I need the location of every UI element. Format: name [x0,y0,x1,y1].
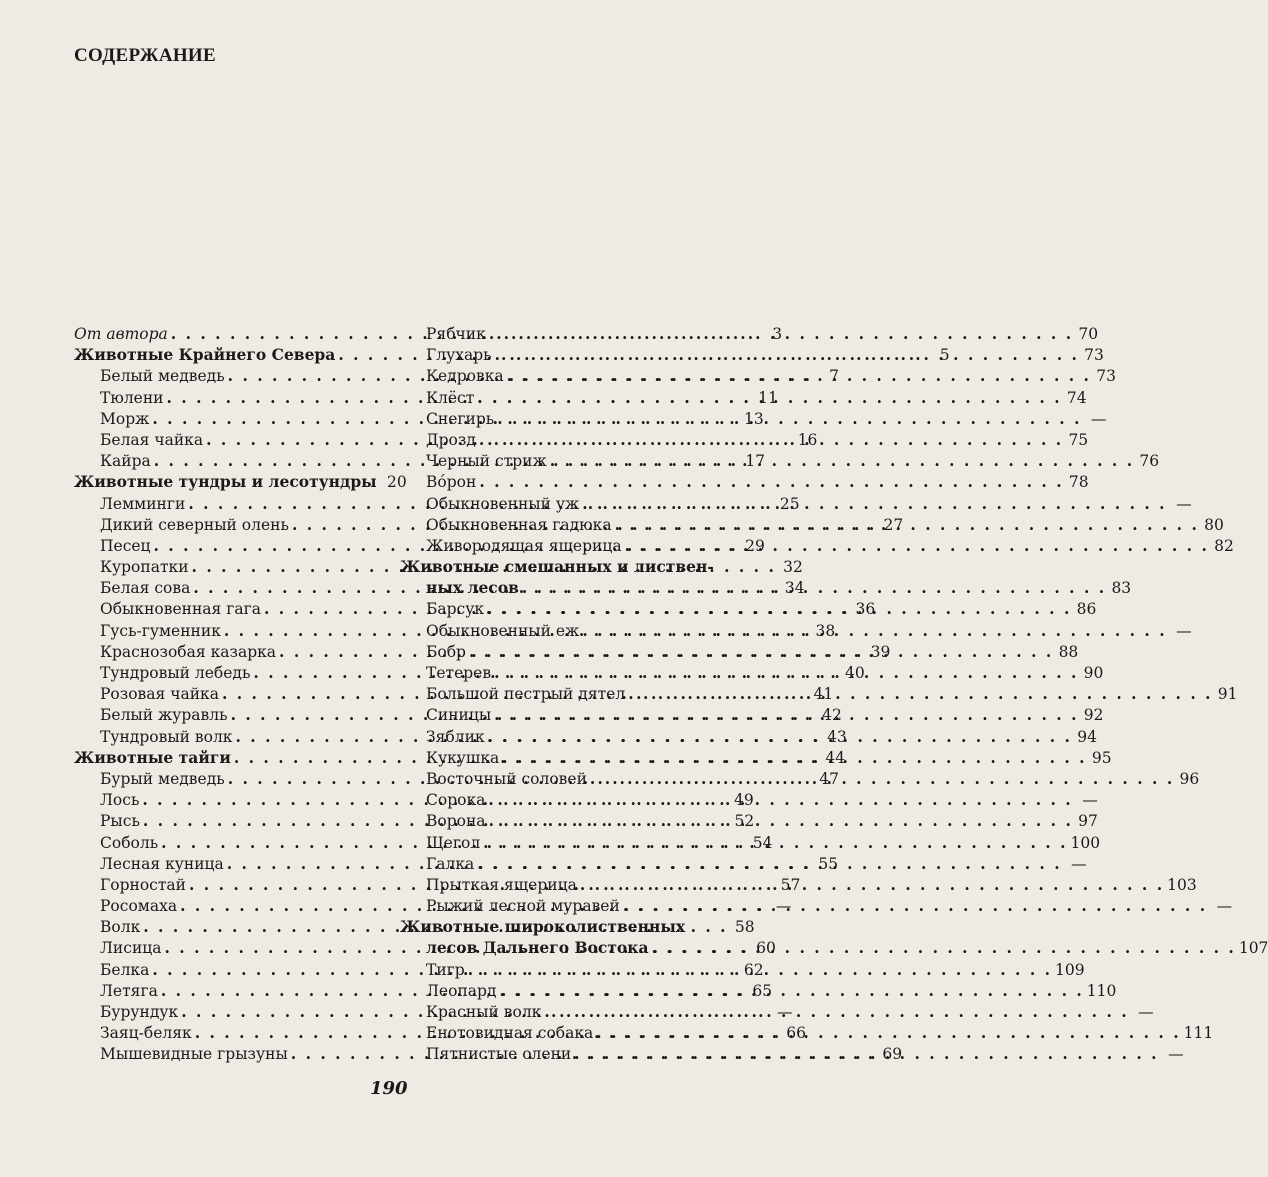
toc-entry-page: — [777,1003,793,1021]
dot-leader [495,344,1079,365]
page-title: СОДЕРЖАНИЕ [74,45,216,66]
toc-entry-page: 76 [1139,452,1160,471]
toc-entry-page: 82 [1214,536,1234,555]
toc-entry-page: — [1138,1003,1154,1021]
dot-leader [488,789,1072,810]
toc-entry-title: Волк [100,918,141,937]
dot-leader [615,514,1199,535]
toc-entry-title: Тундровый волк [100,727,233,746]
toc-entry-title: Лемминги [100,494,186,513]
toc-entry-page: 111 [1183,1024,1214,1043]
page-number: 190 [370,1078,408,1099]
toc-entry-page: 52 [734,812,755,831]
toc-entry-title: Мышевидные грызуны [100,1045,288,1064]
toc-entry-title: Белая сова [100,579,191,598]
dot-leader [625,535,1209,556]
toc-entry-page: 91 [1217,685,1238,704]
toc-entry-title: Лисица [100,939,162,958]
toc-entry-title: Красный волк [426,1003,542,1021]
toc-entry-page: 78 [1068,473,1089,492]
toc-entry-page: 36 [855,600,876,619]
toc-entry-page: 94 [1077,727,1097,746]
dot-leader [580,874,1164,895]
toc-entry-page: 74 [1066,388,1087,407]
toc-entry-title: Прыткая ящерица [426,875,577,894]
toc-entry-title: Енотовидная собака [426,1024,594,1043]
toc-entry-title: Зяблик [426,727,485,746]
dot-leader [582,493,1166,514]
toc-entry-page: 5 [939,346,950,365]
toc-entry-page: 80 [1204,515,1224,534]
toc-entry-page: 54 [752,833,773,852]
toc-entry-title: Кедровка [426,367,504,386]
toc-entry-title: Розовая чайка [100,685,219,704]
toc-entry-title: Синицы [426,706,492,725]
dot-leader [499,980,1083,1001]
toc-entry-page: — [1071,854,1087,873]
toc-entry-page: — [1082,791,1098,810]
toc-entry-title: Тигр [426,960,465,979]
toc-entry-title: Сорока [426,791,486,810]
toc-entry-title: Тетерев [426,664,492,682]
dot-leader [469,641,1053,662]
dot-leader [550,450,1134,471]
toc-entry-page: 103 [1167,875,1197,894]
toc-entry-title: Бурый медведь [100,769,225,788]
toc-entry-title: Животные широколиственных [400,917,686,937]
toc-entry-title: Бурундук [100,1003,179,1021]
toc-entry [400,344,1104,365]
toc-entry-page: 109 [1055,960,1085,979]
toc-entry-title: Барсук [426,600,485,619]
toc-entry [400,556,714,577]
dot-leader [494,704,1078,725]
dot-leader [544,1001,1128,1022]
toc-entry [400,895,1233,916]
toc-entry-page: 83 [1111,579,1132,598]
toc-entry-title: Обыкновенный уж [426,494,580,513]
toc-entry-page: 3 [772,325,783,343]
toc-entry-page: 58 [734,918,755,937]
toc-entry-title: Лесная куница [100,854,224,873]
toc-entry-page: 92 [1083,706,1104,725]
toc-entry-title: Животные тайги [74,747,231,767]
toc-entry-title: Обыкновенная гадюка [426,515,612,534]
toc-entry-title: Животные Крайнего Севера [74,345,336,365]
toc-entry-title: Пятнистые олени [426,1045,572,1064]
dot-leader [590,768,1174,789]
toc-entry-title: Лось [100,791,140,810]
toc-entry-page: 73 [1096,367,1116,386]
toc-entry-title: лесов Дальнего Востока [426,938,649,958]
toc-entry-page: 73 [1084,346,1104,365]
toc-entry [400,323,1099,344]
toc-entry-page: 25 [779,494,800,513]
toc-entry-page: 49 [733,791,754,810]
dot-leader [489,810,1073,831]
toc-entry-page: 27 [883,515,904,534]
toc-entry-title: Дрозд [426,430,476,449]
toc-entry-page: — [775,897,792,916]
toc-entry-page: — [1091,409,1107,428]
dot-leader [488,726,1072,747]
toc-entry [74,471,407,492]
toc-entry [400,471,1089,492]
toc-entry-title: Восточный соловей [426,769,587,788]
dot-leader [483,832,1067,853]
toc-entry-page: 70 [1078,325,1099,343]
dot-leader [477,387,1061,408]
toc-entry-page: 55 [818,854,839,873]
toc-entry-title: От автора [74,325,168,343]
toc-entry-title: Белка [100,960,150,979]
dot-leader [468,959,1052,980]
toc-entry [400,365,1116,386]
toc-entry-page: 65 [752,981,773,1000]
toc-entry-page: 11 [758,388,778,407]
toc-entry-title: Соболь [100,833,159,852]
toc-entry-title: Глухарь [426,346,492,365]
dot-leader [522,577,1106,598]
dot-leader [487,598,1071,619]
toc-entry-title: Заяц-беляк [100,1024,192,1043]
toc-entry-page: 44 [825,748,846,767]
toc-entry-title: Белый медведь [100,367,225,386]
toc-entry-title: Живородящая ящерица [426,536,622,555]
toc-entry-page: 47 [819,769,839,788]
toc-entry-title: Ворона [426,812,486,831]
toc-entry-page: 16 [797,430,818,449]
toc-entry-title: Куропатки [100,558,189,577]
dot-leader [489,323,1073,344]
dot-leader [574,1043,1158,1064]
toc-entry-title: Белый журавль [100,706,228,725]
toc-entry-title: ных лесов [426,578,519,598]
toc-entry-title: Гусь-гуменник [100,621,221,640]
toc-entry-title: Дикий северный олень [100,515,289,534]
dot-leader [477,853,1061,874]
toc-entry-title: Рысь [100,812,140,831]
toc-entry-page: — [1216,897,1233,916]
toc-entry-page: 90 [1083,664,1104,682]
toc-entry-title: Животные тундры и лесотундры [74,472,377,492]
toc-entry [400,916,708,937]
toc-entry-page: 40 [845,664,865,682]
toc-entry-page: 66 [786,1024,807,1043]
toc-entry-title: Бобр [426,642,466,661]
toc-entry-title: Большой пестрый дятел [426,685,626,704]
toc-entry-title: Летяга [100,981,158,1000]
toc-entry-page: — [1168,1045,1184,1064]
toc-entry-title: Рыжий лесной муравей [426,897,620,916]
dot-leader [507,365,1091,386]
toc-entry-title: Горностай [100,875,187,894]
toc-entry-title: Галка [426,854,475,873]
toc-entry-page: 29 [745,536,765,555]
toc-entry-page: 75 [1068,430,1089,449]
toc-entry-page: — [1176,621,1192,640]
dot-leader [494,662,1078,683]
toc-entry-title: Морж [100,409,150,428]
toc-entry-page: 41 [813,685,834,704]
toc-entry-page: 88 [1058,642,1079,661]
dot-leader [502,747,1086,768]
toc-entry-page: 62 [743,960,764,979]
dot-leader [623,895,1207,916]
dot-leader [582,620,1166,641]
toc-entry-title: Белая чайка [100,430,204,449]
toc-entry-page: 34 [784,579,805,598]
toc-entry [400,1001,1154,1022]
toc-entry-title: Тюлени [100,388,164,407]
toc-entry-page: 17 [745,452,766,471]
toc-entry-page: 39 [870,642,891,661]
toc-entry-title: Во́рон [426,473,477,492]
toc-entry-page: 57 [780,875,801,894]
toc-entry-title: Снегирь [426,409,495,428]
toc-entry-page: 38 [815,621,836,640]
toc-entry-page: 110 [1086,981,1117,1000]
toc-entry-title: Черный стриж [426,452,547,471]
toc-entry-page: 42 [822,706,842,725]
dot-leader [652,937,1236,958]
dot-leader [596,1022,1180,1043]
toc-entry-page: 96 [1179,769,1200,788]
toc-entry-page: 32 [783,558,803,577]
toc-entry-title: Краснозобая казарка [100,642,277,661]
toc-entry-page: 86 [1076,600,1097,619]
toc-entry-title: Росомаха [100,897,178,916]
dot-leader [628,683,1212,704]
toc-entry-title: Кукушка [426,748,500,767]
toc-entry-title: Песец [100,536,151,555]
toc-entry-page: 97 [1078,812,1098,831]
toc-entry-title: Обыкновенная гага [100,600,261,619]
toc-entry-page: — [1176,494,1192,513]
toc-entry-page: 20 [386,473,407,492]
toc-entry-title: Щегол [426,833,481,852]
toc-entry-title: Животные смешанных и листвен- [400,557,714,577]
toc-entry-page: 60 [756,939,776,958]
toc-entry-page: 107 [1238,939,1268,958]
toc-entry-page: 13 [743,409,764,428]
dot-leader [479,429,1063,450]
toc-entry-page: 7 [829,367,839,386]
toc-entry-title: Рябчик [426,325,486,343]
toc-entry-title: Кайра [100,452,151,471]
toc-entry-title: Тундровый лебедь [100,664,251,682]
toc-entry-page: 95 [1091,748,1112,767]
toc-entry-title: Обыкновенный еж [426,621,580,640]
toc-entry-page: 69 [882,1045,903,1064]
dot-leader [497,408,1081,429]
toc-entry-title: Леопард [426,981,497,1000]
toc-entry-page: 43 [827,727,847,746]
toc-entry-title: Клёст [426,388,475,407]
toc-entry-page: 100 [1070,833,1101,852]
dot-leader [479,471,1063,492]
